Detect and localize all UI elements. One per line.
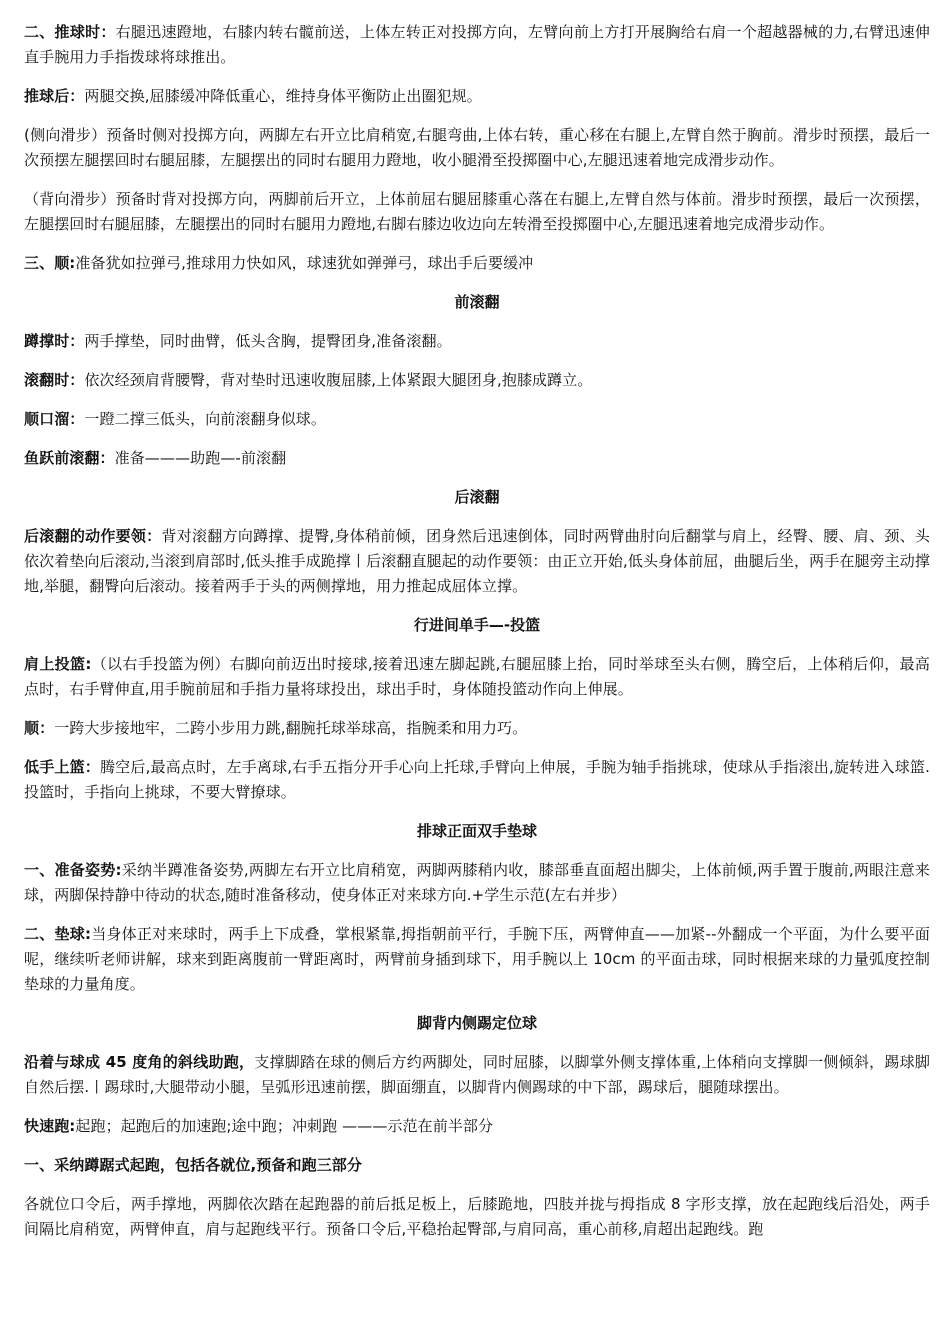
paragraph-lead: 快速跑: xyxy=(24,1117,76,1135)
paragraph xyxy=(24,1192,930,1242)
paragraph xyxy=(24,524,930,599)
paragraph-text: 一跨大步接地牢，二跨小步用力跳,翻腕托球举球高，指腕柔和用力巧。 xyxy=(54,719,528,737)
paragraph xyxy=(24,858,930,908)
paragraph xyxy=(24,368,930,393)
paragraph-text: 准备———助跑—-前滚翻 xyxy=(114,449,287,467)
paragraph-lead: 顺： xyxy=(24,719,55,737)
paragraph xyxy=(24,123,930,173)
paragraph-lead: 滚翻时： xyxy=(24,371,85,389)
section-heading: 后滚翻 xyxy=(454,488,500,506)
paragraph-text: 起跑；起跑后的加速跑;途中跑；冲刺跑 ———示范在前半部分 xyxy=(75,1117,494,1135)
paragraph xyxy=(24,922,930,997)
paragraph-text: 两手撑垫，同时曲臂，低头含胸，提臀团身,准备滚翻。 xyxy=(84,332,452,350)
paragraph-lead: 蹲撑时： xyxy=(24,332,85,350)
paragraph xyxy=(24,407,930,432)
paragraph-lead: 二、垫球: xyxy=(24,925,92,943)
paragraph-text: （以右手投篮为例）右脚向前迈出时接球,接着迅速左脚起跳,右腿屈膝上抬，同时举球至头右侧，腾空后，上体稍后仰，最高点时，右手臂伸直,用手腕前屈和手指力量将球投出，球出手时，身体随投篮动作向上伸展。 xyxy=(24,655,930,698)
paragraph xyxy=(24,716,930,741)
paragraph-text: 当身体正对来球时，两手上下成叠，掌根紧靠,拇指朝前平行，手腕下压，两臂伸直——加紧--外翻成一个平面，为什么要平面呢，继续听老师讲解，球来到距离腹前一臂距离时，两臂前身插到球下，用手腕以上 10cm 的平面击球，同时根据来球的力量弧度控制垫球的力量角度。 xyxy=(24,925,930,993)
paragraph xyxy=(24,446,930,471)
section-heading: 行进间单手—-投篮 xyxy=(413,616,541,634)
paragraph-text: 采纳半蹲准备姿势,两脚左右开立比肩稍宽，两脚两膝稍内收，膝部垂直面超出脚尖，上体前倾,两手置于腹前,两眼注意来球，两脚保持静中待动的状态,随时准备移动，使身体正对来球方向.+学生示范(左右并步） xyxy=(24,861,931,904)
paragraph-text: (侧向滑步）预备时侧对投掷方向，两脚左右开立比肩稍宽,右腿弯曲,上体右转，重心移在右腿上,左臂自然于胸前。滑步时预摆，最后一次预摆左腿摆回时右腿屈膝，左腿摆出的同时右腿用力蹬地，收小腿滑至投掷圈中心,左腿迅速着地完成滑步动作。 xyxy=(24,126,930,169)
section-heading: 前滚翻 xyxy=(454,293,500,311)
paragraph-text: 背对滚翻方向蹲撑、提臀,身体稍前倾，团身然后迅速倒体，同时两臂曲肘向后翻掌与肩上，经臀、腰、肩、颈、头依次着垫向后滚动,当滚到肩部时,低头推手成跪撑丨后滚翻直腿起的动作要领：由正立开始,低头身体前屈，曲腿后坐，两手在腿旁主动撑地,举腿，翻臀向后滚动。接着两手于头的两侧撑地，用力推起成屈体立撑。 xyxy=(24,527,931,595)
paragraph-lead: 顺口溜： xyxy=(24,410,85,428)
paragraph-text: 依次经颈肩背腰臀，背对垫时迅速收腹屈膝,上体紧跟大腿团身,抱膝成蹲立。 xyxy=(84,371,593,389)
paragraph xyxy=(24,1050,930,1100)
section-heading: 排球正面双手垫球 xyxy=(416,822,537,840)
paragraph-text: 两腿交换,屈膝缓冲降低重心，维持身体平衡防止出圈犯规。 xyxy=(84,87,482,105)
paragraph xyxy=(24,755,930,805)
document-page xyxy=(24,20,930,1256)
paragraph xyxy=(24,329,930,354)
paragraph-lead: 二、推球时： xyxy=(24,23,116,41)
paragraph-lead: 三、顺: xyxy=(24,254,76,272)
paragraph-text: 支撑脚踏在球的侧后方约两脚处，同时屈膝，以脚掌外侧支撑体重,上体稍向支撑脚一侧倾斜，踢球脚自然后摆.丨踢球时,大腿带动小腿，呈弧形迅速前摆，脚面绷直，以脚背内侧踢球的中下部，踢球后，腿随球摆出。 xyxy=(24,1053,930,1096)
paragraph-text: （背向滑步）预备时背对投掷方向，两脚前后开立，上体前屈右腿屈膝重心落在右腿上,左臂自然与体前。滑步时预摆，最后一次预摆，左腿摆回时右腿屈膝，左腿摆出的同时右腿用力蹬地,右脚右膝边收边向左转滑至投掷圈中心,左腿迅速着地完成滑步动作。 xyxy=(24,190,930,233)
paragraph xyxy=(24,1153,930,1178)
paragraph-lead: 一、采纳蹲踞式起跑，包括各就位,预备和跑三部分 xyxy=(24,1156,363,1174)
paragraph-text: 右腿迅速蹬地，右膝内转右髋前送，上体左转正对投掷方向，左臂向前上方打开展胸给右肩一个超越器械的力,右臂迅速伸直手腕用力手指拨球将球推出。 xyxy=(24,23,930,66)
paragraph-text: 一蹬二撑三低头，向前滚翻身似球。 xyxy=(84,410,327,428)
paragraph-text: 各就位口令后，两手撑地，两脚依次踏在起跑器的前后抵足板上，后膝跪地，四肢并拢与拇指成 8 字形支撑，放在起跑线后沿处，两手间隔比肩稍宽，两臂伸直，肩与起跑线平行。预备口令后,平稳抬起臀部,与肩同高，重心前移,肩超出起跑线。跑 xyxy=(24,1195,930,1238)
paragraph-text: 准备犹如拉弹弓,推球用力快如风，球速犹如弹弹弓，球出手后要缓冲 xyxy=(75,254,534,272)
paragraph xyxy=(24,652,930,702)
paragraph-lead: 低手上篮： xyxy=(24,758,100,776)
paragraph xyxy=(24,84,930,109)
paragraph-lead: 鱼跃前滚翻： xyxy=(24,449,115,467)
paragraph xyxy=(24,20,930,70)
section-heading: 脚背内侧踢定位球 xyxy=(416,1014,537,1032)
paragraph-lead: 肩上投篮: xyxy=(24,655,92,673)
paragraph xyxy=(24,1114,930,1139)
paragraph-lead: 一、准备姿势: xyxy=(24,861,122,879)
paragraph xyxy=(24,251,930,276)
paragraph-lead: 沿着与球成 45 度角的斜线助跑， xyxy=(24,1053,255,1071)
paragraph-lead: 推球后： xyxy=(24,87,85,105)
paragraph xyxy=(24,187,930,237)
paragraph-lead: 后滚翻的动作要领： xyxy=(24,527,162,545)
paragraph-text: 腾空后,最高点时，左手离球,右手五指分开手心向上托球,手臂向上伸展，手腕为轴手指挑球，使球从手指滚出,旋转进入球篮.投篮时，手指向上挑球，不要大臂撩球。 xyxy=(24,758,930,801)
